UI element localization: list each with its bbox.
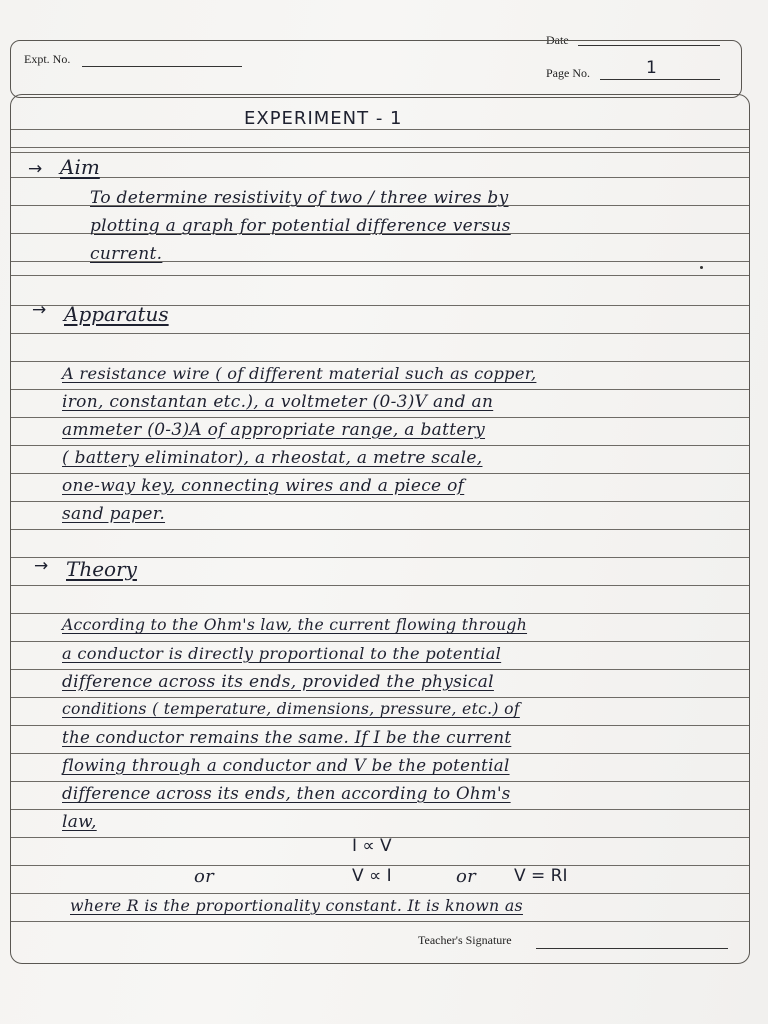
theory-line-8: law, — [62, 812, 97, 832]
rule — [11, 641, 749, 642]
formula-v-prop-i: V ∝ I — [352, 866, 392, 886]
or-word-2: or — [456, 866, 477, 887]
header-box — [10, 40, 742, 98]
aim-heading: Aim — [60, 155, 100, 179]
rule — [11, 417, 749, 418]
rule — [11, 809, 749, 810]
or-word-1: or — [194, 866, 215, 887]
rule — [11, 697, 749, 698]
margin-rule — [11, 147, 749, 148]
rule — [11, 613, 749, 614]
rule — [11, 669, 749, 670]
rule — [11, 501, 749, 502]
apparatus-arrow-icon: → — [32, 300, 47, 320]
theory-heading: Theory — [66, 557, 137, 581]
theory-line-4: conditions ( temperature, dimensions, pressure, etc.) of — [62, 700, 520, 718]
rule — [11, 333, 749, 334]
rule — [11, 129, 749, 130]
theory-line-6: flowing through a conductor and V be the potential — [62, 756, 510, 775]
rule — [11, 585, 749, 586]
formula-v-equals-ri: V = RI — [514, 866, 568, 886]
theory-arrow-icon: → — [34, 556, 49, 576]
teacher-signature-label: Teacher's Signature — [418, 933, 512, 947]
page-no-line — [600, 79, 720, 80]
page-no-value: 1 — [646, 58, 657, 78]
aim-line-3: current. — [90, 244, 163, 264]
theory-line-2: a conductor is directly proportional to the potential — [62, 644, 502, 663]
apparatus-line-6: sand paper. — [62, 504, 166, 524]
rule — [11, 781, 749, 782]
rule — [11, 389, 749, 390]
apparatus-line-3: ammeter (0-3)A of appropriate range, a battery — [62, 420, 486, 440]
apparatus-line-1: A resistance wire ( of different material such as copper, — [62, 364, 537, 383]
rule — [11, 445, 749, 446]
aim-line-1: To determine resistivity of two / three wires by — [90, 188, 509, 208]
rule — [11, 275, 749, 276]
rule — [11, 529, 749, 530]
rule — [11, 361, 749, 362]
page-no-label: Page No. — [546, 66, 590, 80]
apparatus-line-2: iron, constantan etc.), a voltmeter (0-3)V and an — [62, 392, 494, 412]
signature-line — [536, 948, 728, 949]
apparatus-line-5: one-way key, connecting wires and a piece of — [62, 476, 465, 496]
rule — [11, 921, 749, 922]
formula-i-prop-v: I ∝ V — [352, 836, 392, 856]
apparatus-line-4: ( battery eliminator), a rheostat, a metre scale, — [62, 448, 483, 468]
apparatus-heading: Apparatus — [64, 302, 169, 326]
aim-line-2: plotting a graph for potential difference versus — [90, 216, 511, 236]
theory-line-3: difference across its ends, provided the physical — [62, 672, 494, 692]
theory-last-line: where R is the proportionality constant. It is known as — [70, 896, 523, 915]
expt-no-line — [82, 66, 242, 67]
rule — [11, 473, 749, 474]
theory-line-5: the conductor remains the same. If I be the current — [62, 728, 512, 747]
date-label: Date — [546, 33, 569, 47]
rule — [11, 177, 749, 178]
rule — [11, 753, 749, 754]
experiment-title: EXPERIMENT - 1 — [244, 108, 403, 129]
ink-dot — [700, 266, 703, 269]
rule — [11, 893, 749, 894]
aim-arrow-icon: → — [28, 159, 43, 179]
theory-line-1: According to the Ohm's law, the current flowing through — [62, 616, 528, 634]
expt-no-label: Expt. No. — [24, 52, 71, 66]
rule — [11, 725, 749, 726]
theory-line-7: difference across its ends, then according to Ohm's — [62, 784, 511, 803]
